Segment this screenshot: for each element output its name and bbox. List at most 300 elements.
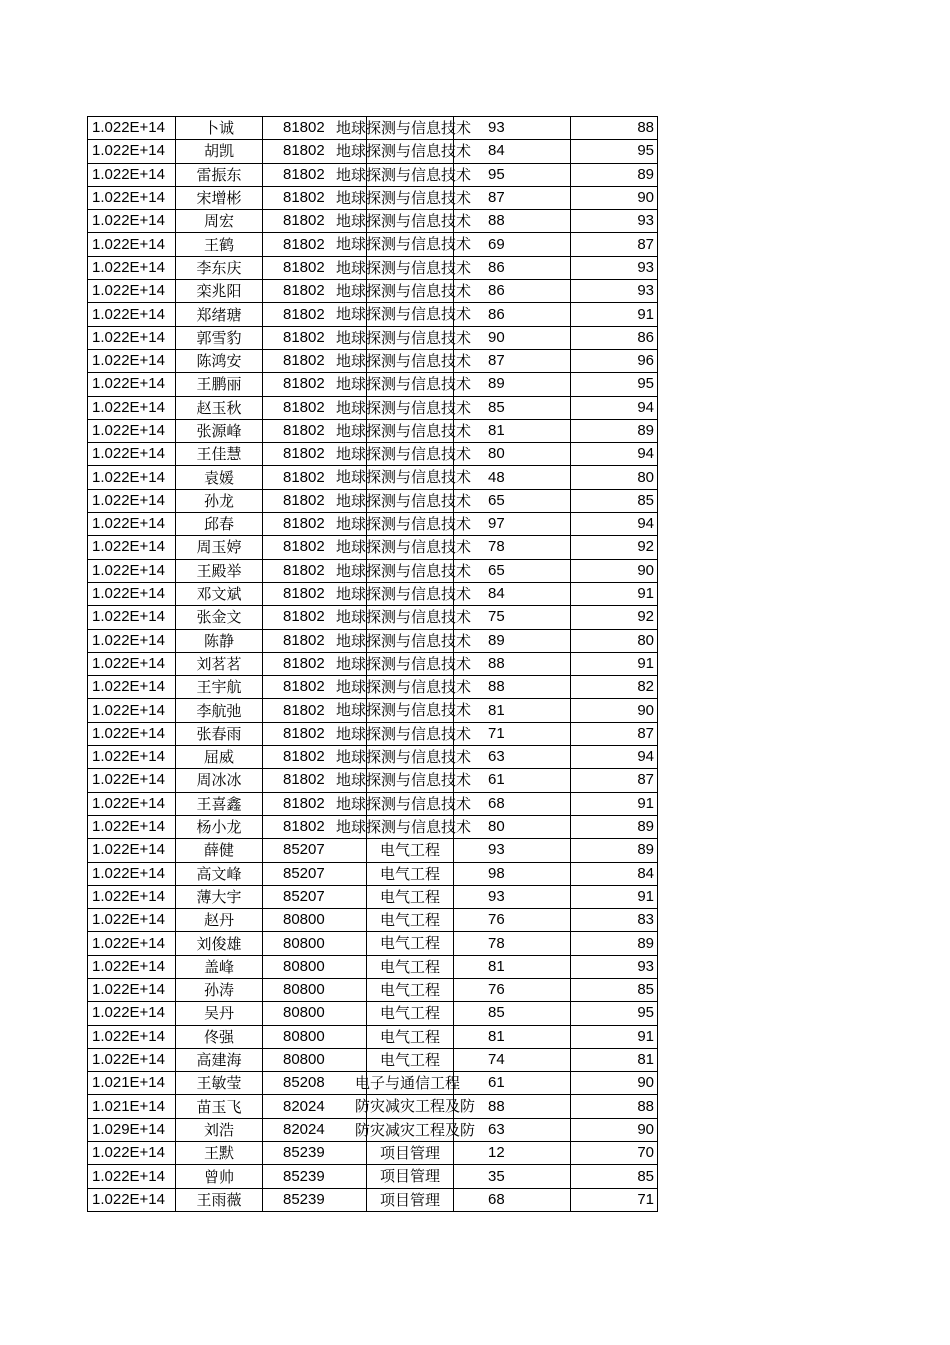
cell-student-id[interactable]: 1.022E+14 bbox=[88, 699, 176, 722]
cell-major[interactable] bbox=[336, 373, 472, 396]
cell-major[interactable] bbox=[336, 419, 472, 442]
cell-score-2[interactable]: 89 bbox=[571, 419, 658, 442]
cell-score-1[interactable]: 85 bbox=[454, 396, 571, 419]
cell-score-1[interactable]: 81 bbox=[454, 955, 571, 978]
cell-student-id[interactable]: 1.022E+14 bbox=[88, 839, 176, 862]
cell-score-1[interactable]: 71 bbox=[454, 722, 571, 745]
cell-score-2[interactable]: 87 bbox=[571, 769, 658, 792]
cell-student-id[interactable]: 1.022E+14 bbox=[88, 955, 176, 978]
cell-student-id[interactable]: 1.022E+14 bbox=[88, 582, 176, 605]
cell-name[interactable]: 杨小龙 bbox=[176, 815, 263, 838]
cell-score-1[interactable]: 84 bbox=[454, 582, 571, 605]
cell-code[interactable]: 80800 bbox=[263, 978, 367, 1001]
cell-code[interactable]: 81802 bbox=[263, 349, 367, 372]
cell-student-id[interactable]: 1.022E+14 bbox=[88, 1025, 176, 1048]
cell-student-id[interactable]: 1.022E+14 bbox=[88, 1142, 176, 1165]
cell-name[interactable]: 薄大宇 bbox=[176, 885, 263, 908]
cell-code[interactable]: 80800 bbox=[263, 1025, 367, 1048]
cell-score-1[interactable]: 81 bbox=[454, 419, 571, 442]
cell-score-2[interactable]: 90 bbox=[571, 1072, 658, 1095]
cell-score-1[interactable]: 93 bbox=[454, 885, 571, 908]
cell-score-2[interactable]: 90 bbox=[571, 559, 658, 582]
major-text: 地球探测与信息技术 bbox=[336, 817, 472, 836]
cell-score-2[interactable]: 91 bbox=[571, 303, 658, 326]
cell-name[interactable]: 王宇航 bbox=[176, 676, 263, 699]
cell-score-1[interactable]: 80 bbox=[454, 443, 571, 466]
cell-name[interactable]: 胡凯 bbox=[176, 140, 263, 163]
cell-score-2[interactable]: 94 bbox=[571, 513, 658, 536]
cell-name[interactable]: 雷振东 bbox=[176, 163, 263, 186]
cell-score-1[interactable]: 88 bbox=[454, 1095, 571, 1118]
cell-score-1[interactable]: 87 bbox=[454, 186, 571, 209]
cell-name[interactable]: 郭雪豹 bbox=[176, 326, 263, 349]
cell-major[interactable] bbox=[367, 839, 454, 862]
cell-name[interactable]: 屈威 bbox=[176, 746, 263, 769]
cell-code[interactable]: 81802 bbox=[263, 443, 367, 466]
cell-score-2[interactable]: 87 bbox=[571, 722, 658, 745]
cell-score-1[interactable]: 87 bbox=[454, 349, 571, 372]
cell-name[interactable]: 李东庆 bbox=[176, 256, 263, 279]
cell-code[interactable]: 85207 bbox=[263, 885, 367, 908]
cell-code[interactable]: 85207 bbox=[263, 862, 367, 885]
cell-major[interactable] bbox=[367, 909, 454, 932]
cell-score-2[interactable]: 89 bbox=[571, 163, 658, 186]
cell-score-2[interactable]: 80 bbox=[571, 466, 658, 489]
cell-score-1[interactable]: 98 bbox=[454, 862, 571, 885]
cell-name[interactable]: 陈静 bbox=[176, 629, 263, 652]
cell-code[interactable]: 81802 bbox=[263, 629, 367, 652]
cell-major[interactable] bbox=[336, 652, 472, 675]
cell-score-1[interactable]: 35 bbox=[454, 1165, 571, 1188]
cell-student-id[interactable]: 1.022E+14 bbox=[88, 280, 176, 303]
cell-name[interactable]: 栾兆阳 bbox=[176, 280, 263, 303]
cell-student-id[interactable]: 1.022E+14 bbox=[88, 349, 176, 372]
cell-code[interactable]: 81802 bbox=[263, 326, 367, 349]
cell-score-1[interactable]: 86 bbox=[454, 303, 571, 326]
major-text: 项目管理 bbox=[379, 1167, 441, 1186]
cell-major[interactable] bbox=[336, 117, 472, 140]
cell-name[interactable]: 郑绪瑭 bbox=[176, 303, 263, 326]
cell-name[interactable]: 刘浩 bbox=[176, 1118, 263, 1141]
cell-name[interactable]: 宋增彬 bbox=[176, 186, 263, 209]
cell-name[interactable]: 王敏莹 bbox=[176, 1072, 263, 1095]
cell-student-id[interactable]: 1.022E+14 bbox=[88, 373, 176, 396]
cell-major[interactable] bbox=[336, 676, 472, 699]
cell-major[interactable] bbox=[367, 1142, 454, 1165]
cell-score-1[interactable]: 93 bbox=[454, 117, 571, 140]
cell-student-id[interactable]: 1.022E+14 bbox=[88, 1188, 176, 1211]
cell-score-2[interactable]: 91 bbox=[571, 792, 658, 815]
cell-major[interactable] bbox=[336, 582, 472, 605]
cell-score-1[interactable]: 74 bbox=[454, 1048, 571, 1071]
cell-major[interactable] bbox=[367, 932, 454, 955]
cell-student-id[interactable]: 1.022E+14 bbox=[88, 769, 176, 792]
cell-major[interactable] bbox=[336, 769, 472, 792]
table-row bbox=[88, 769, 658, 792]
cell-score-2[interactable]: 94 bbox=[571, 746, 658, 769]
cell-score-1[interactable]: 61 bbox=[454, 769, 571, 792]
cell-student-id[interactable]: 1.022E+14 bbox=[88, 792, 176, 815]
cell-score-2[interactable]: 85 bbox=[571, 489, 658, 512]
cell-score-2[interactable]: 81 bbox=[571, 1048, 658, 1071]
cell-student-id[interactable]: 1.022E+14 bbox=[88, 326, 176, 349]
cell-code[interactable]: 81802 bbox=[263, 186, 367, 209]
cell-code[interactable]: 81802 bbox=[263, 373, 367, 396]
cell-score-1[interactable]: 90 bbox=[454, 326, 571, 349]
cell-name[interactable]: 张春雨 bbox=[176, 722, 263, 745]
cell-name[interactable]: 周宏 bbox=[176, 210, 263, 233]
cell-major[interactable] bbox=[336, 559, 472, 582]
cell-major[interactable] bbox=[355, 1072, 461, 1095]
cell-student-id[interactable]: 1.022E+14 bbox=[88, 676, 176, 699]
cell-code[interactable]: 82024 bbox=[263, 1095, 367, 1118]
cell-student-id[interactable]: 1.022E+14 bbox=[88, 466, 176, 489]
cell-score-1[interactable]: 78 bbox=[454, 932, 571, 955]
cell-score-2[interactable]: 94 bbox=[571, 396, 658, 419]
cell-code[interactable]: 81802 bbox=[263, 489, 367, 512]
cell-major[interactable] bbox=[367, 885, 454, 908]
cell-score-2[interactable]: 93 bbox=[571, 280, 658, 303]
cell-major[interactable] bbox=[336, 746, 472, 769]
cell-score-2[interactable]: 71 bbox=[571, 1188, 658, 1211]
cell-name[interactable]: 薛健 bbox=[176, 839, 263, 862]
cell-name[interactable]: 袁媛 bbox=[176, 466, 263, 489]
cell-major[interactable] bbox=[336, 489, 472, 512]
cell-name[interactable]: 周冰冰 bbox=[176, 769, 263, 792]
cell-score-2[interactable]: 89 bbox=[571, 815, 658, 838]
cell-student-id[interactable]: 1.022E+14 bbox=[88, 140, 176, 163]
score-table bbox=[87, 116, 658, 1212]
cell-code[interactable]: 81802 bbox=[263, 536, 367, 559]
cell-score-2[interactable]: 92 bbox=[571, 606, 658, 629]
cell-major[interactable] bbox=[336, 233, 472, 256]
cell-name[interactable]: 王雨薇 bbox=[176, 1188, 263, 1211]
cell-name[interactable]: 王佳慧 bbox=[176, 443, 263, 466]
cell-student-id[interactable]: 1.022E+14 bbox=[88, 722, 176, 745]
cell-code[interactable]: 80800 bbox=[263, 1048, 367, 1071]
cell-major[interactable] bbox=[336, 699, 472, 722]
cell-code[interactable]: 80800 bbox=[263, 1002, 367, 1025]
table-row bbox=[88, 909, 658, 932]
cell-score-2[interactable]: 87 bbox=[571, 233, 658, 256]
cell-name[interactable]: 高建海 bbox=[176, 1048, 263, 1071]
cell-major[interactable] bbox=[367, 1002, 454, 1025]
cell-score-2[interactable]: 95 bbox=[571, 1002, 658, 1025]
cell-major[interactable] bbox=[336, 349, 472, 372]
cell-score-1[interactable]: 65 bbox=[454, 489, 571, 512]
table-row bbox=[88, 117, 658, 140]
cell-student-id[interactable]: 1.022E+14 bbox=[88, 978, 176, 1001]
table-row bbox=[88, 396, 658, 419]
cell-student-id[interactable]: 1.022E+14 bbox=[88, 163, 176, 186]
cell-name[interactable]: 王鹏丽 bbox=[176, 373, 263, 396]
cell-name[interactable]: 李航弛 bbox=[176, 699, 263, 722]
cell-code[interactable]: 81802 bbox=[263, 582, 367, 605]
cell-code[interactable]: 81802 bbox=[263, 419, 367, 442]
cell-score-2[interactable]: 89 bbox=[571, 932, 658, 955]
cell-code[interactable]: 85208 bbox=[263, 1072, 367, 1095]
cell-student-id[interactable]: 1.022E+14 bbox=[88, 117, 176, 140]
cell-score-2[interactable]: 93 bbox=[571, 955, 658, 978]
cell-student-id[interactable]: 1.029E+14 bbox=[88, 1118, 176, 1141]
cell-code[interactable]: 85207 bbox=[263, 839, 367, 862]
cell-score-2[interactable]: 95 bbox=[571, 373, 658, 396]
cell-score-1[interactable]: 89 bbox=[454, 629, 571, 652]
cell-major[interactable] bbox=[336, 629, 472, 652]
table-row bbox=[88, 1188, 658, 1211]
cell-score-2[interactable]: 93 bbox=[571, 210, 658, 233]
table-row bbox=[88, 582, 658, 605]
cell-score-1[interactable]: 89 bbox=[454, 373, 571, 396]
cell-major[interactable] bbox=[336, 466, 472, 489]
cell-student-id[interactable]: 1.022E+14 bbox=[88, 186, 176, 209]
cell-student-id[interactable]: 1.022E+14 bbox=[88, 396, 176, 419]
cell-student-id[interactable]: 1.022E+14 bbox=[88, 210, 176, 233]
cell-score-2[interactable]: 80 bbox=[571, 629, 658, 652]
cell-name[interactable]: 赵丹 bbox=[176, 909, 263, 932]
cell-name[interactable]: 张源峰 bbox=[176, 419, 263, 442]
table-row bbox=[88, 699, 658, 722]
cell-major[interactable] bbox=[336, 210, 472, 233]
cell-score-2[interactable]: 90 bbox=[571, 186, 658, 209]
cell-student-id[interactable]: 1.022E+14 bbox=[88, 419, 176, 442]
cell-major[interactable] bbox=[367, 978, 454, 1001]
cell-score-1[interactable]: 61 bbox=[454, 1072, 571, 1095]
cell-student-id[interactable]: 1.022E+14 bbox=[88, 443, 176, 466]
table-row bbox=[88, 373, 658, 396]
major-text: 地球探测与信息技术 bbox=[336, 398, 472, 417]
cell-code[interactable]: 82024 bbox=[263, 1118, 367, 1141]
major-text: 电气工程 bbox=[379, 841, 441, 860]
cell-code[interactable]: 80800 bbox=[263, 909, 367, 932]
cell-name[interactable]: 高文峰 bbox=[176, 862, 263, 885]
cell-major[interactable] bbox=[367, 1165, 454, 1188]
cell-student-id[interactable]: 1.022E+14 bbox=[88, 1048, 176, 1071]
cell-score-1[interactable]: 63 bbox=[454, 1118, 571, 1141]
cell-code[interactable]: 81802 bbox=[263, 117, 367, 140]
cell-name[interactable]: 孙涛 bbox=[176, 978, 263, 1001]
cell-score-2[interactable]: 84 bbox=[571, 862, 658, 885]
table-row bbox=[88, 513, 658, 536]
cell-score-1[interactable]: 63 bbox=[454, 746, 571, 769]
cell-code[interactable]: 80800 bbox=[263, 955, 367, 978]
cell-code[interactable]: 81802 bbox=[263, 652, 367, 675]
cell-major[interactable] bbox=[355, 1118, 476, 1141]
cell-code[interactable]: 81802 bbox=[263, 233, 367, 256]
cell-score-2[interactable]: 88 bbox=[571, 117, 658, 140]
cell-name[interactable]: 邱春 bbox=[176, 513, 263, 536]
cell-major[interactable] bbox=[336, 396, 472, 419]
cell-score-1[interactable]: 97 bbox=[454, 513, 571, 536]
cell-code[interactable]: 85239 bbox=[263, 1165, 367, 1188]
cell-code[interactable]: 81802 bbox=[263, 559, 367, 582]
cell-score-2[interactable]: 86 bbox=[571, 326, 658, 349]
cell-name[interactable]: 刘茗茗 bbox=[176, 652, 263, 675]
major-text: 地球探测与信息技术 bbox=[336, 375, 472, 394]
cell-name[interactable]: 曾帅 bbox=[176, 1165, 263, 1188]
cell-name[interactable]: 周玉婷 bbox=[176, 536, 263, 559]
cell-score-1[interactable]: 95 bbox=[454, 163, 571, 186]
cell-score-2[interactable]: 90 bbox=[571, 1118, 658, 1141]
cell-score-2[interactable]: 90 bbox=[571, 699, 658, 722]
cell-name[interactable]: 王殿举 bbox=[176, 559, 263, 582]
cell-code[interactable]: 81802 bbox=[263, 722, 367, 745]
cell-code[interactable]: 81802 bbox=[263, 466, 367, 489]
cell-name[interactable]: 苗玉飞 bbox=[176, 1095, 263, 1118]
cell-student-id[interactable]: 1.022E+14 bbox=[88, 1002, 176, 1025]
cell-score-2[interactable]: 91 bbox=[571, 582, 658, 605]
cell-score-1[interactable]: 69 bbox=[454, 233, 571, 256]
cell-code[interactable]: 81802 bbox=[263, 513, 367, 536]
cell-student-id[interactable]: 1.022E+14 bbox=[88, 256, 176, 279]
cell-score-2[interactable]: 94 bbox=[571, 443, 658, 466]
cell-code[interactable]: 81802 bbox=[263, 699, 367, 722]
cell-score-1[interactable]: 88 bbox=[454, 676, 571, 699]
cell-major[interactable] bbox=[336, 303, 472, 326]
cell-score-1[interactable]: 68 bbox=[454, 792, 571, 815]
cell-score-1[interactable]: 88 bbox=[454, 652, 571, 675]
cell-score-2[interactable]: 95 bbox=[571, 140, 658, 163]
cell-score-2[interactable]: 91 bbox=[571, 1025, 658, 1048]
cell-major[interactable] bbox=[336, 815, 472, 838]
cell-code[interactable]: 81802 bbox=[263, 815, 367, 838]
cell-score-1[interactable]: 86 bbox=[454, 256, 571, 279]
cell-student-id[interactable]: 1.022E+14 bbox=[88, 1165, 176, 1188]
cell-code[interactable]: 85239 bbox=[263, 1142, 367, 1165]
cell-student-id[interactable]: 1.022E+14 bbox=[88, 909, 176, 932]
cell-student-id[interactable]: 1.022E+14 bbox=[88, 536, 176, 559]
cell-student-id[interactable]: 1.021E+14 bbox=[88, 1072, 176, 1095]
cell-score-1[interactable]: 81 bbox=[454, 699, 571, 722]
cell-score-2[interactable]: 82 bbox=[571, 676, 658, 699]
cell-major[interactable] bbox=[367, 955, 454, 978]
cell-score-2[interactable]: 91 bbox=[571, 885, 658, 908]
cell-student-id[interactable]: 1.022E+14 bbox=[88, 862, 176, 885]
major-text: 电气工程 bbox=[379, 911, 441, 930]
cell-score-2[interactable]: 93 bbox=[571, 256, 658, 279]
cell-student-id[interactable]: 1.022E+14 bbox=[88, 303, 176, 326]
cell-score-2[interactable]: 85 bbox=[571, 1165, 658, 1188]
cell-code[interactable]: 81802 bbox=[263, 140, 367, 163]
cell-name[interactable]: 张金文 bbox=[176, 606, 263, 629]
cell-student-id[interactable]: 1.022E+14 bbox=[88, 815, 176, 838]
cell-code[interactable]: 81802 bbox=[263, 792, 367, 815]
cell-score-1[interactable]: 76 bbox=[454, 909, 571, 932]
cell-code[interactable]: 81802 bbox=[263, 606, 367, 629]
cell-name[interactable]: 吴丹 bbox=[176, 1002, 263, 1025]
cell-major[interactable] bbox=[367, 1188, 454, 1211]
cell-score-1[interactable]: 65 bbox=[454, 559, 571, 582]
cell-student-id[interactable]: 1.022E+14 bbox=[88, 932, 176, 955]
cell-score-1[interactable]: 80 bbox=[454, 815, 571, 838]
cell-score-1[interactable]: 81 bbox=[454, 1025, 571, 1048]
cell-name[interactable]: 王喜鑫 bbox=[176, 792, 263, 815]
cell-code[interactable]: 81802 bbox=[263, 769, 367, 792]
cell-student-id[interactable]: 1.022E+14 bbox=[88, 489, 176, 512]
cell-score-1[interactable]: 76 bbox=[454, 978, 571, 1001]
cell-score-1[interactable]: 85 bbox=[454, 1002, 571, 1025]
cell-score-2[interactable]: 96 bbox=[571, 349, 658, 372]
cell-score-2[interactable]: 70 bbox=[571, 1142, 658, 1165]
cell-code[interactable]: 81802 bbox=[263, 396, 367, 419]
cell-code[interactable]: 81802 bbox=[263, 256, 367, 279]
cell-name[interactable]: 盖峰 bbox=[176, 955, 263, 978]
cell-major[interactable] bbox=[336, 722, 472, 745]
table-row bbox=[88, 629, 658, 652]
cell-score-1[interactable]: 12 bbox=[454, 1142, 571, 1165]
cell-score-2[interactable]: 85 bbox=[571, 978, 658, 1001]
cell-name[interactable]: 邓文斌 bbox=[176, 582, 263, 605]
cell-major[interactable] bbox=[336, 186, 472, 209]
cell-code[interactable]: 81802 bbox=[263, 163, 367, 186]
cell-major[interactable] bbox=[336, 256, 472, 279]
cell-major[interactable] bbox=[355, 1095, 476, 1118]
cell-major[interactable] bbox=[336, 140, 472, 163]
cell-score-2[interactable]: 88 bbox=[571, 1095, 658, 1118]
cell-code[interactable]: 81802 bbox=[263, 303, 367, 326]
cell-name[interactable]: 佟强 bbox=[176, 1025, 263, 1048]
cell-score-1[interactable]: 48 bbox=[454, 466, 571, 489]
cell-major[interactable] bbox=[336, 163, 472, 186]
cell-score-1[interactable]: 88 bbox=[454, 210, 571, 233]
cell-name[interactable]: 王鹤 bbox=[176, 233, 263, 256]
cell-name[interactable]: 王默 bbox=[176, 1142, 263, 1165]
cell-major[interactable] bbox=[336, 443, 472, 466]
cell-major[interactable] bbox=[336, 280, 472, 303]
cell-score-2[interactable]: 92 bbox=[571, 536, 658, 559]
cell-score-1[interactable]: 84 bbox=[454, 140, 571, 163]
cell-major[interactable] bbox=[367, 862, 454, 885]
cell-name[interactable]: 孙龙 bbox=[176, 489, 263, 512]
cell-student-id[interactable]: 1.022E+14 bbox=[88, 885, 176, 908]
cell-score-1[interactable]: 93 bbox=[454, 839, 571, 862]
cell-student-id[interactable]: 1.022E+14 bbox=[88, 652, 176, 675]
cell-score-1[interactable]: 68 bbox=[454, 1188, 571, 1211]
cell-major[interactable] bbox=[336, 513, 472, 536]
cell-score-1[interactable]: 75 bbox=[454, 606, 571, 629]
cell-student-id[interactable]: 1.022E+14 bbox=[88, 513, 176, 536]
cell-major[interactable] bbox=[336, 792, 472, 815]
cell-student-id[interactable]: 1.022E+14 bbox=[88, 629, 176, 652]
cell-code[interactable]: 85239 bbox=[263, 1188, 367, 1211]
cell-name[interactable]: 陈鸿安 bbox=[176, 349, 263, 372]
cell-name[interactable]: 刘俊雄 bbox=[176, 932, 263, 955]
cell-major[interactable] bbox=[336, 326, 472, 349]
cell-score-2[interactable]: 89 bbox=[571, 839, 658, 862]
cell-major[interactable] bbox=[367, 1025, 454, 1048]
cell-student-id[interactable]: 1.022E+14 bbox=[88, 606, 176, 629]
table-row bbox=[88, 1142, 658, 1165]
cell-name[interactable]: 赵玉秋 bbox=[176, 396, 263, 419]
cell-major[interactable] bbox=[367, 1048, 454, 1071]
cell-student-id[interactable]: 1.022E+14 bbox=[88, 233, 176, 256]
cell-code[interactable]: 81802 bbox=[263, 676, 367, 699]
cell-student-id[interactable]: 1.021E+14 bbox=[88, 1095, 176, 1118]
cell-code[interactable]: 80800 bbox=[263, 932, 367, 955]
cell-major[interactable] bbox=[336, 606, 472, 629]
cell-score-1[interactable]: 86 bbox=[454, 280, 571, 303]
cell-score-2[interactable]: 83 bbox=[571, 909, 658, 932]
cell-student-id[interactable]: 1.022E+14 bbox=[88, 746, 176, 769]
cell-code[interactable]: 81802 bbox=[263, 210, 367, 233]
cell-major[interactable] bbox=[336, 536, 472, 559]
cell-score-2[interactable]: 91 bbox=[571, 652, 658, 675]
cell-name[interactable]: 卜诚 bbox=[176, 117, 263, 140]
cell-score-1[interactable]: 78 bbox=[454, 536, 571, 559]
cell-student-id[interactable]: 1.022E+14 bbox=[88, 559, 176, 582]
cell-code[interactable]: 81802 bbox=[263, 746, 367, 769]
cell-code[interactable]: 81802 bbox=[263, 280, 367, 303]
